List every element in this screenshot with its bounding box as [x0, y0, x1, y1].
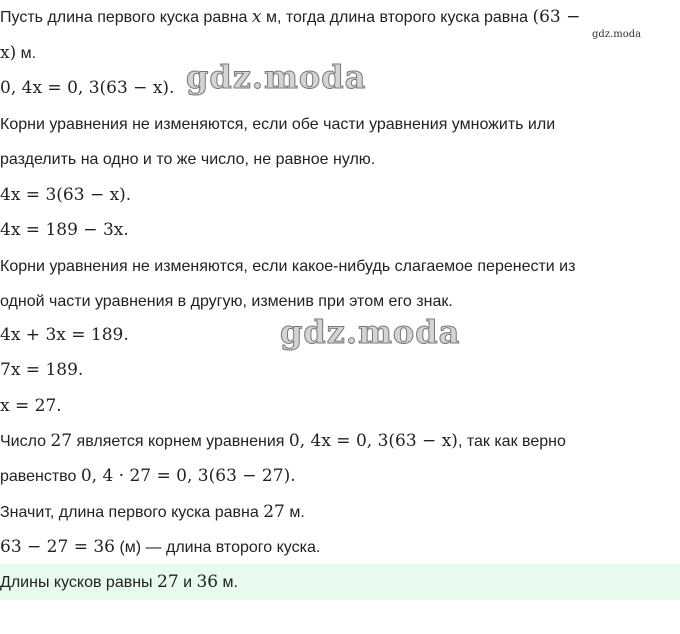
math-expression: (63 − [532, 7, 581, 27]
solution-line [0, 110, 555, 140]
line-text: м. [284, 504, 305, 521]
math-number: 27 [157, 572, 179, 592]
solution-line [0, 2, 580, 32]
math-number: 27 [50, 431, 73, 451]
watermark-small: gdz.moda [592, 29, 642, 40]
solution-line [0, 145, 375, 175]
solution-line [0, 355, 83, 385]
line-text: и [178, 574, 197, 591]
line-text: одной части уравнения в другую, изменив при этом его знак. [0, 293, 453, 310]
solution-line [0, 391, 62, 421]
solution-line [0, 215, 129, 245]
line-text: равенство [0, 468, 81, 485]
solution-line [0, 180, 131, 210]
line-text: Значит, длина первого куска равна [0, 504, 264, 521]
line-text: Корни уравнения не изменяются, если какое-нибудь слагаемое перенести из [0, 258, 576, 275]
solution-line [0, 532, 320, 562]
solution-line [0, 461, 296, 491]
math-expression: 0, 4 · 27 = 0, 3(63 − 27). [80, 466, 296, 486]
solution-line [0, 252, 575, 282]
math-expression: x) [0, 43, 17, 63]
line-text: , так как верно [457, 433, 566, 450]
math-expression: 0, 4x = 0, 3(63 − x) [288, 431, 458, 451]
math-expression: x = 27. [0, 396, 62, 416]
math-expression: 4x = 189 − 3x. [0, 220, 129, 240]
line-text: м. [218, 574, 238, 591]
watermark: gdz.moda [186, 58, 367, 96]
line-text: Пусть длина первого куска равна [0, 9, 252, 26]
solution-line [0, 497, 305, 527]
math-expression: 4x + 3x = 189. [0, 325, 129, 345]
math-number: 36 [196, 572, 219, 592]
math-variable: x [251, 7, 262, 27]
line-text: м, тогда длина второго куска равна [261, 9, 533, 26]
line-text: (м) — длина второго куска. [115, 539, 321, 556]
line-text: является корнем уравнения [72, 433, 289, 450]
watermark: gdz.moda [280, 313, 461, 351]
math-expression: 4x = 3(63 − x). [0, 185, 132, 205]
answer-line [0, 567, 238, 597]
solution-line [0, 426, 566, 456]
math-expression: 63 − 27 = 36 [0, 537, 115, 557]
line-text: разделить на одно и то же число, не равное нулю. [0, 151, 376, 168]
solution-line [0, 320, 129, 350]
line-text: Длины кусков равны [0, 574, 157, 591]
line-text: м. [16, 45, 37, 62]
line-text: Корни уравнения не изменяются, если обе части уравнения умножить или [0, 116, 556, 133]
solution-line [0, 38, 36, 68]
math-number: 27 [263, 502, 285, 522]
math-expression: 0, 4x = 0, 3(63 − x). [0, 78, 175, 98]
solution-line [0, 73, 174, 103]
math-expression: 7x = 189. [0, 360, 84, 380]
line-text: Число [0, 433, 51, 450]
